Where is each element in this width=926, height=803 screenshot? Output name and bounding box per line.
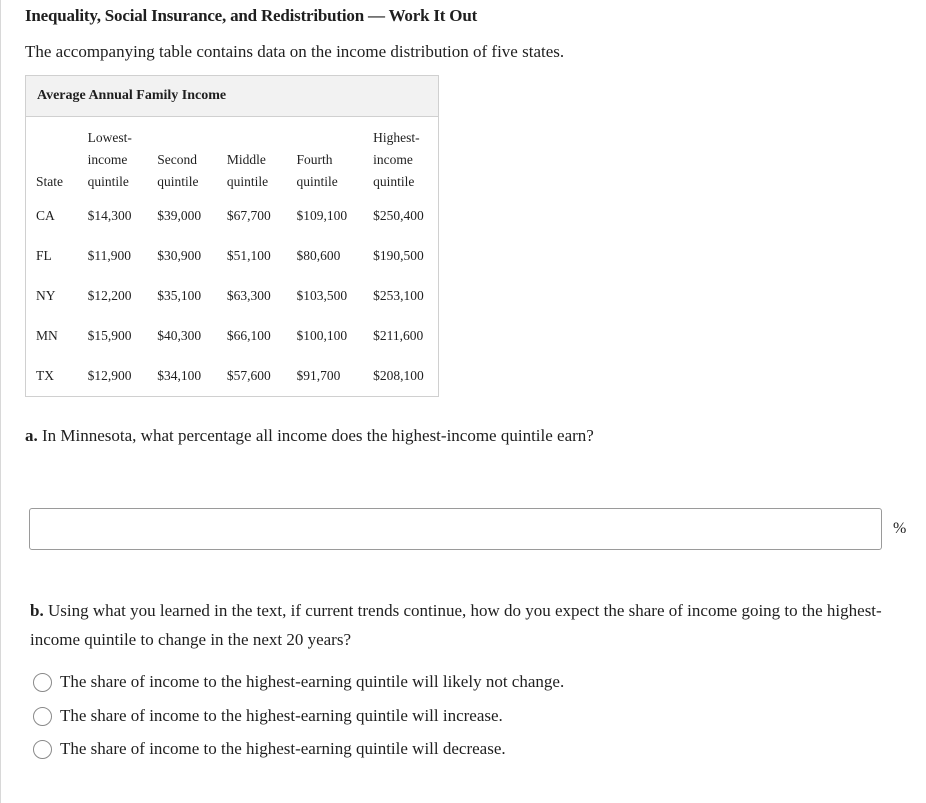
income-cell: $12,900 — [87, 368, 132, 383]
question-a-label: a. — [25, 426, 38, 445]
income-cell: $34,100 — [157, 368, 202, 383]
state-cell: TX — [36, 368, 54, 383]
state-cell: MN — [36, 328, 58, 343]
income-cell: $35,100 — [157, 288, 202, 303]
table-row — [26, 316, 438, 356]
column-header-fourth-quintile: Fourth quintile — [296, 152, 338, 189]
income-cell: $12,200 — [87, 288, 132, 303]
state-cell: FL — [36, 248, 52, 263]
income-cell: $39,000 — [157, 208, 202, 223]
column-header-highest-quintile: Highest- income quintile — [373, 130, 420, 189]
table-row — [26, 356, 438, 396]
left-border — [0, 0, 1, 803]
column-header-second-quintile: Second quintile — [157, 152, 199, 189]
income-cell: $40,300 — [157, 328, 202, 343]
question-a-text: In Minnesota, what percentage all income does the highest-income quintile earn? — [42, 426, 594, 445]
table-header-row — [26, 117, 438, 196]
income-cell: $30,900 — [157, 248, 202, 263]
income-cell: $11,900 — [87, 248, 132, 263]
column-header-middle-quintile: Middle quintile — [226, 152, 269, 189]
state-cell: NY — [36, 288, 56, 303]
income-cell: $208,100 — [373, 368, 424, 383]
option-label: The share of income to the highest-earning quintile will decrease. — [60, 739, 506, 758]
income-cell: $80,600 — [296, 248, 341, 263]
income-cell: $14,300 — [87, 208, 132, 223]
income-cell: $253,100 — [373, 288, 424, 303]
question-b — [30, 596, 890, 654]
income-cell: $63,300 — [226, 288, 271, 303]
option-increase[interactable] — [33, 706, 503, 726]
radio-button[interactable] — [33, 673, 52, 692]
radio-button[interactable] — [33, 707, 52, 726]
income-cell: $211,600 — [373, 328, 424, 343]
income-table — [25, 75, 439, 397]
answer-a-input[interactable] — [29, 508, 882, 550]
income-cell: $67,700 — [226, 208, 271, 223]
income-cell: $51,100 — [226, 248, 271, 263]
intro-text: The accompanying table contains data on the income distribution of five states. — [25, 42, 565, 61]
option-label: The share of income to the highest-earning quintile will likely not change. — [60, 672, 565, 691]
state-cell: CA — [36, 208, 55, 223]
percent-unit: % — [893, 520, 907, 537]
option-decrease[interactable] — [33, 739, 506, 759]
income-cell: $66,100 — [226, 328, 271, 343]
table-caption: Average Annual Family Income — [26, 76, 438, 117]
table-row — [26, 196, 438, 236]
question-b-text: Using what you learned in the text, if current trends continue, how do you expect the share of income going to the highest-income quintile to change in the next 20 years? — [30, 601, 882, 649]
table-row — [26, 236, 438, 276]
income-cell: $250,400 — [373, 208, 424, 223]
income-cell: $103,500 — [296, 288, 348, 303]
option-not-change[interactable] — [33, 672, 564, 692]
page-title: Inequality, Social Insurance, and Redistribution — Work It Out — [25, 6, 478, 25]
income-cell: $57,600 — [226, 368, 271, 383]
column-header-state: State — [36, 174, 63, 189]
radio-button[interactable] — [33, 740, 52, 759]
income-cell: $15,900 — [87, 328, 132, 343]
income-cell: $190,500 — [373, 248, 424, 263]
column-header-lowest-quintile: Lowest- income quintile — [87, 130, 132, 189]
income-data-table — [26, 117, 438, 396]
table-row — [26, 276, 438, 316]
income-cell: $100,100 — [296, 328, 348, 343]
option-label: The share of income to the highest-earning quintile will increase. — [60, 706, 503, 725]
income-cell: $91,700 — [296, 368, 341, 383]
question-a — [25, 426, 594, 446]
income-cell: $109,100 — [296, 208, 348, 223]
question-b-label: b. — [30, 601, 44, 620]
